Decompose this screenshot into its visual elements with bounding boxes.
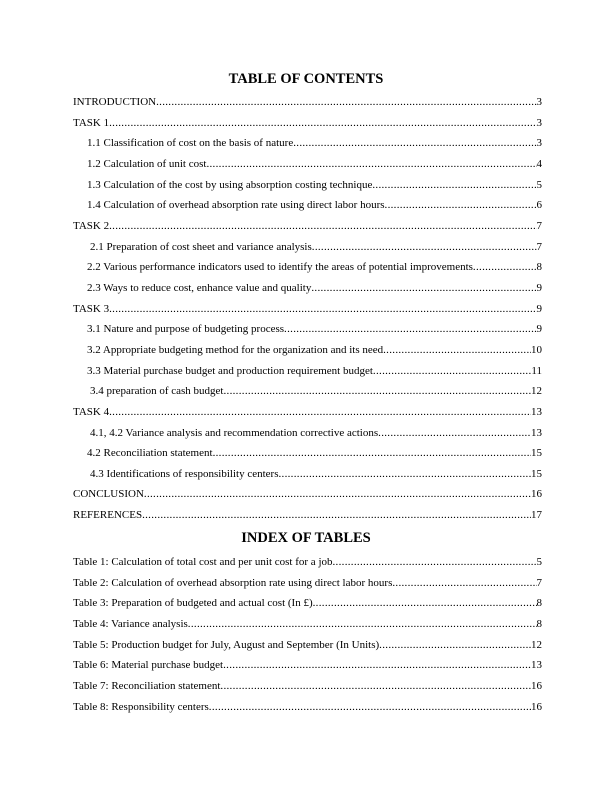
toc-entry-2-3[interactable] — [73, 278, 542, 299]
toc-entry-1-3[interactable] — [73, 175, 542, 196]
toc-entry-page: 9 — [536, 323, 542, 336]
dot-leader — [156, 92, 536, 113]
toc-entry-page: 12 — [531, 385, 542, 398]
toc-entry-label: TASK 4 — [73, 405, 110, 418]
table-entry-label: Table 2: Calculation of overhead absorption rate using direct labor hours — [73, 576, 393, 589]
table-entry-page: 12 — [531, 638, 542, 651]
dot-leader — [188, 614, 537, 635]
toc-entry-label: 2.1 Preparation of cost sheet and variance analysis — [90, 240, 312, 253]
dot-leader — [311, 278, 536, 299]
dot-leader — [378, 423, 531, 444]
toc-entry-2-1[interactable] — [73, 237, 542, 258]
dot-leader — [206, 154, 536, 175]
toc-entry-3-4[interactable] — [73, 381, 542, 402]
table-entry-label: Table 1: Calculation of total cost and per unit cost for a job — [73, 556, 333, 568]
tables-index-list — [73, 552, 542, 717]
toc-entry-page: 3 — [536, 137, 542, 150]
toc-entry-label: CONCLUSION — [73, 488, 144, 501]
dot-leader — [333, 552, 537, 573]
table-entry-page: 16 — [531, 679, 542, 692]
toc-list — [73, 92, 542, 526]
toc-entry-1-4[interactable] — [73, 195, 542, 216]
toc-entry-label: 4.1, 4.2 Variance analysis and recommendation corrective actions — [90, 426, 379, 439]
dot-leader — [223, 381, 531, 402]
toc-entry-page: 10 — [531, 343, 542, 356]
dot-leader — [373, 361, 531, 382]
table-entry-label: Table 3: Preparation of budgeted and actual cost (In £) — [73, 597, 313, 610]
table-entry-page: 13 — [531, 659, 542, 672]
toc-entry-page: 11 — [531, 364, 542, 377]
dot-leader — [313, 593, 537, 614]
dot-leader — [379, 635, 531, 656]
dot-leader — [144, 484, 531, 505]
dot-leader — [312, 237, 537, 258]
toc-entry-3-3[interactable] — [73, 361, 542, 382]
toc-entry-task-3[interactable] — [73, 299, 542, 320]
toc-entry-label: 2.3 Ways to reduce cost, enhance value and quality — [87, 281, 312, 294]
toc-entry-page: 16 — [531, 488, 542, 501]
toc-entry-label: REFERENCES — [73, 509, 143, 522]
dot-leader — [385, 195, 537, 216]
dot-leader — [109, 402, 531, 423]
toc-entry-page: 9 — [536, 281, 542, 294]
toc-entry-page: 7 — [536, 219, 542, 232]
toc-entry-page: 3 — [536, 116, 542, 129]
dot-leader — [293, 133, 536, 154]
toc-entry-label: INTRODUCTION — [73, 96, 157, 108]
table-entry-page: 8 — [536, 617, 542, 630]
toc-entry-page: 15 — [531, 447, 542, 460]
toc-entry-task-4[interactable] — [73, 402, 542, 423]
toc-entry-3-1[interactable] — [73, 319, 542, 340]
toc-entry-4-1[interactable] — [73, 423, 542, 444]
toc-entry-label: 3.4 preparation of cash budget — [90, 385, 224, 398]
toc-entry-label: 1.1 Classification of cost on the basis of nature — [87, 137, 294, 150]
toc-entry-task-2[interactable] — [73, 216, 542, 237]
toc-entry-label: 1.3 Calculation of the cost by using absorption costing technique — [87, 178, 373, 191]
toc-entry-2-2[interactable] — [73, 257, 542, 278]
toc-entry-page: 9 — [536, 302, 542, 315]
toc-entry-4-2[interactable] — [73, 443, 542, 464]
toc-entry-task-1[interactable] — [73, 113, 542, 134]
table-index-entry-1[interactable] — [73, 552, 542, 573]
dot-leader — [109, 299, 536, 320]
table-index-entry-3[interactable] — [73, 593, 542, 614]
toc-entry-1-1[interactable] — [73, 133, 542, 154]
table-entry-page: 16 — [531, 700, 542, 713]
toc-entry-label: 4.2 Reconciliation statement — [87, 447, 213, 460]
dot-leader — [278, 464, 531, 485]
toc-entry-label: TASK 2 — [73, 219, 110, 232]
toc-entry-page: 5 — [536, 178, 542, 191]
toc-entry-label: 3.2 Appropriate budgeting method for the organization and its need — [87, 343, 384, 356]
toc-entry-references[interactable] — [73, 505, 542, 526]
toc-entry-page: 17 — [531, 509, 542, 522]
dot-leader — [109, 113, 536, 134]
dot-leader — [372, 175, 536, 196]
table-index-entry-2[interactable] — [73, 573, 542, 594]
toc-entry-label: 3.1 Nature and purpose of budgeting process — [87, 323, 285, 336]
toc-entry-4-3[interactable] — [73, 464, 542, 485]
toc-entry-label: 1.2 Calculation of unit cost — [87, 157, 207, 170]
dot-leader — [284, 319, 536, 340]
table-index-entry-8[interactable] — [73, 697, 542, 718]
table-entry-label: Table 5: Production budget for July, August and September (In Units) — [73, 638, 380, 651]
dot-leader — [142, 505, 531, 526]
table-entry-label: Table 8: Responsibility centers — [73, 700, 209, 713]
dot-leader — [473, 257, 537, 278]
dot-leader — [209, 697, 531, 718]
toc-entry-label: 1.4 Calculation of overhead absorption rate using direct labor hours — [87, 199, 385, 212]
table-entry-page: 5 — [536, 556, 542, 568]
dot-leader — [383, 340, 531, 361]
toc-entry-label: 4.3 Identifications of responsibility centers — [90, 467, 279, 480]
toc-title: TABLE OF CONTENTS — [228, 71, 384, 87]
dot-leader — [392, 573, 536, 594]
table-entry-label: Table 4: Variance analysis — [73, 617, 188, 630]
dot-leader — [223, 655, 531, 676]
toc-entry-introduction[interactable] — [73, 92, 542, 113]
toc-entry-conclusion[interactable] — [73, 484, 542, 505]
table-entry-page: 7 — [536, 576, 542, 589]
table-index-entry-5[interactable] — [73, 635, 542, 656]
toc-entry-page: 3 — [536, 96, 542, 108]
table-index-entry-4[interactable] — [73, 614, 542, 635]
table-entry-label: Table 6: Material purchase budget — [73, 659, 224, 672]
toc-entry-page: 7 — [536, 240, 542, 253]
toc-entry-page: 15 — [531, 467, 542, 480]
toc-entry-label: 3.3 Material purchase budget and production requirement budget — [87, 364, 373, 377]
toc-entry-1-2[interactable] — [73, 154, 542, 175]
table-entry-page: 8 — [536, 597, 542, 610]
toc-entry-3-2[interactable] — [73, 340, 542, 361]
toc-entry-page: 13 — [531, 405, 542, 418]
table-entry-label: Table 7: Reconciliation statement — [73, 679, 221, 692]
tables-index-title: INDEX OF TABLES — [241, 530, 371, 546]
toc-entry-page: 6 — [536, 199, 542, 212]
dot-leader — [109, 216, 536, 237]
toc-entry-page: 8 — [536, 261, 542, 274]
toc-entry-label: TASK 3 — [73, 302, 110, 315]
table-index-entry-7[interactable] — [73, 676, 542, 697]
toc-entry-page: 13 — [531, 426, 542, 439]
toc-entry-page: 4 — [536, 157, 542, 170]
toc-entry-label: 2.2 Various performance indicators used to identify the areas of potential improvements — [87, 261, 473, 274]
dot-leader — [213, 443, 531, 464]
table-index-entry-6[interactable] — [73, 655, 542, 676]
toc-entry-label: TASK 1 — [73, 116, 110, 129]
dot-leader — [220, 676, 531, 697]
